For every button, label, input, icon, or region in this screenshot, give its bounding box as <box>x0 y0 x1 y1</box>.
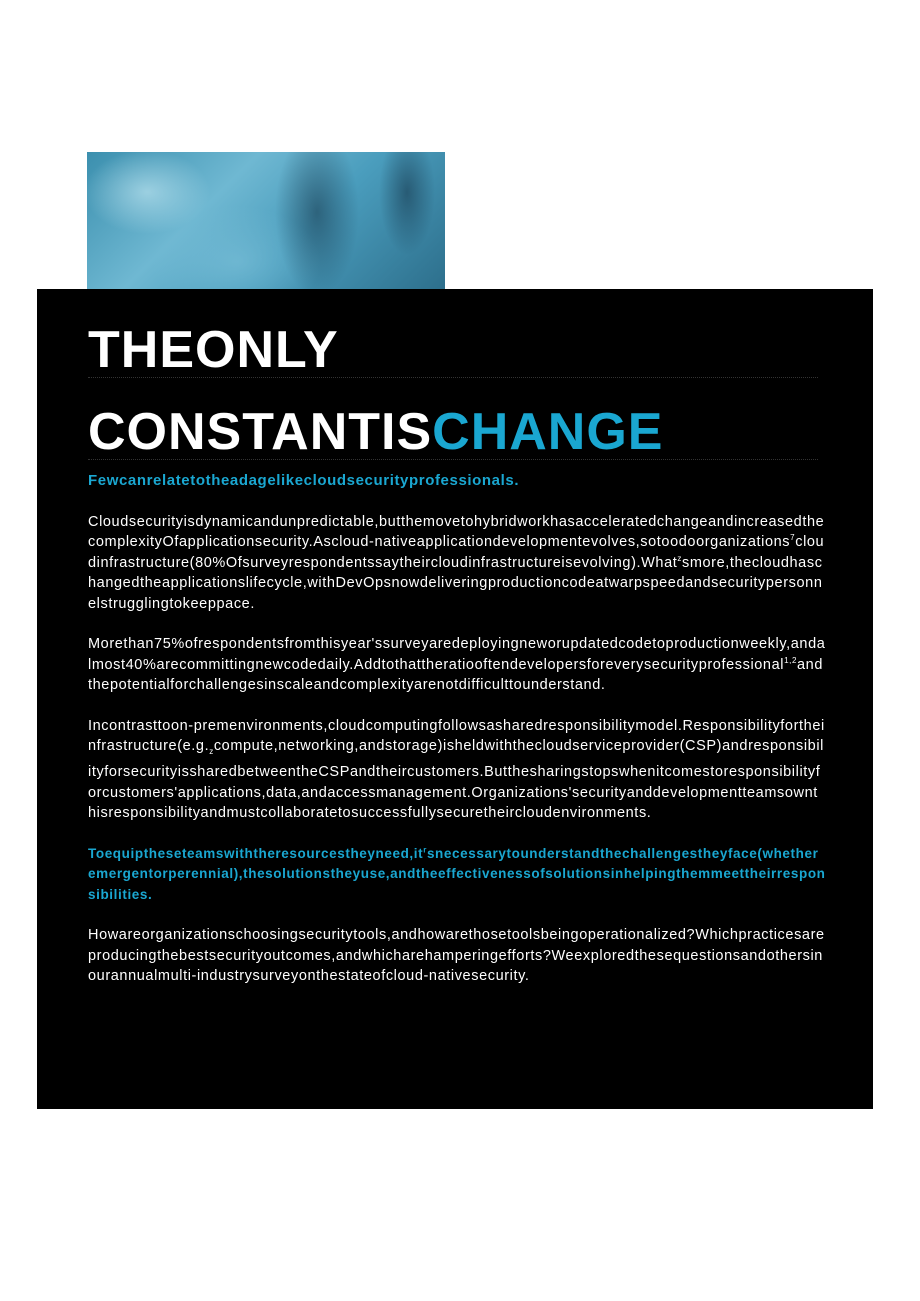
title-line-2: CONSTANTIS <box>88 403 433 461</box>
divider <box>88 377 818 378</box>
page-title <box>88 309 663 473</box>
divider <box>88 459 818 460</box>
article-body <box>88 471 826 1007</box>
header-photo <box>87 152 445 289</box>
callout-paragraph: $Toequiptheseteamswiththeresourcestheyneed,it^rsnecessarytounderstandthechallengestheyface(whetheremergentorperennial),the$solutionstheyuse,andtheeffectivenessofsolutionsinhelpingthemmeettheirresponsibilities. <box>88 845 826 902</box>
title-accent-word: CHANGE <box>432 403 664 461</box>
paragraph-4: Howareorganizationschoosingsecuritytools,andhowarethosetoolsbeingoperationalized?Whichpracticesareproducingthebestsecurityoutcomes,andwhicharehamperingefforts?Weexploredthesequestionsandothersinourannualmulti-industrysurveyonthestateofcloud-nativesecurity. <box>88 927 825 985</box>
title-line-1: THEONLY <box>88 321 339 379</box>
lead-paragraph: Fewcanrelatetotheadagelikecloudsecurityprofessionals. <box>88 472 520 489</box>
paragraph-2: Morethan75%ofrespondentsfromthisyear'ssurveyaredeployingneworupdatedcodetoproductionweekly,andalmost40%arecommittingnewcodedaily.Addtothattheratiooftendevelopersforeverysecurityprofessional$^{1,2}$andthepotentialforchallengesinscaleandcomplexityarenotdifficulttounderstand. <box>88 636 826 693</box>
paragraph-3: Incontrasttoon-$premenvironments,cloudcomputingfollowsasharedresponsibilitymodel.Responsibilityfortheinfrastructure(e.g._z$compute,networking,andstorage)isheldwiththecloudserviceprovider(CSP)andresponsibilityforsecurityissharedbetweentheCSPandtheircustomers.Butthesharingstopswhenitcomestoresponsibilityforcustomers'applications,data,andaccessmanagement.Organizations'securityanddevelopmentteamsownthisresponsibilityandmustcollaboratetosuccessfullysecuretheircloudenvironments. <box>88 717 825 822</box>
content-panel <box>37 289 873 1109</box>
paragraph-1: Cloudsecurityisdynamicandunpredictable,butthemovetohybridworkhasacceleratedchangeandincreasedthecomplexityOfapplicationsecurity.Ascloud-nativeapplicationdevelopmentevolves,sotoodoorganizations$^7$cloudinfrastructure(80%Ofsurveyrespondentssaytheircloudinfrastructureisevolving).What$^z$smore,thecloudhaschangedtheapplicationslifecycle,withDevOpsnowdeliveringproductioncodeatwarpspeedandsecuritypersonnelstrugglingtokeeppace. <box>88 513 825 612</box>
